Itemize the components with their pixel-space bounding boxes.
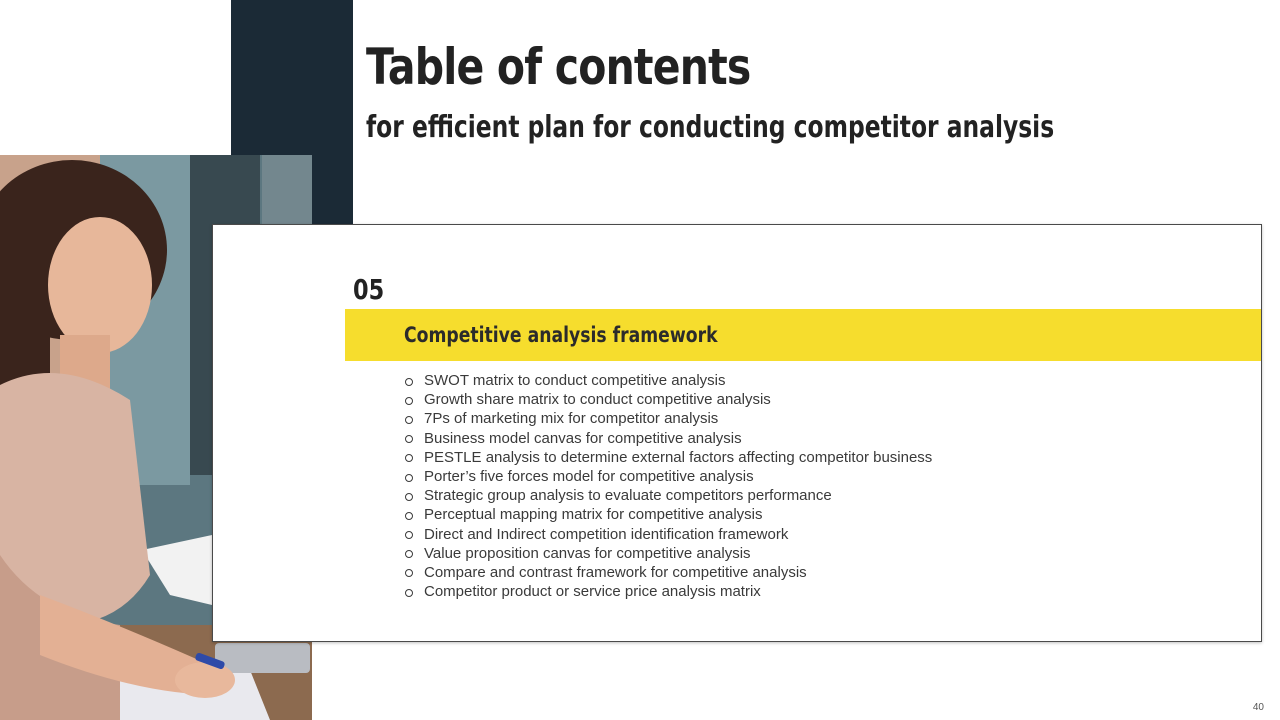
list-item-label: SWOT matrix to conduct competitive analysis (424, 372, 726, 390)
list-item (405, 429, 932, 448)
list-item (405, 371, 932, 390)
list-item-label: Porter’s five forces model for competitive analysis (424, 468, 754, 486)
section-number: 05 (353, 273, 385, 306)
list-item-label: Value proposition canvas for competitive analysis (424, 544, 751, 562)
circle-bullet-icon (405, 550, 413, 558)
section-header-bar (345, 309, 1261, 361)
page-subtitle: for efficient plan for conducting competitor analysis (366, 110, 1055, 145)
toc-card (212, 224, 1262, 642)
list-item-label: Growth share matrix to conduct competitive analysis (424, 391, 771, 409)
list-item (405, 448, 932, 467)
circle-bullet-icon (405, 435, 413, 443)
circle-bullet-icon (405, 493, 413, 501)
circle-bullet-icon (405, 378, 413, 386)
list-item-label: Compare and contrast framework for competitive analysis (424, 563, 807, 581)
list-item (405, 582, 932, 601)
list-item-label: Competitor product or service price analysis matrix (424, 583, 761, 601)
circle-bullet-icon (405, 589, 413, 597)
list-item-label: Business model canvas for competitive analysis (424, 429, 742, 447)
circle-bullet-icon (405, 416, 413, 424)
list-item-label: 7Ps of marketing mix for competitor analysis (424, 410, 719, 428)
list-item (405, 409, 932, 428)
list-item-label: Strategic group analysis to evaluate competitors performance (424, 487, 832, 505)
circle-bullet-icon (405, 397, 413, 405)
circle-bullet-icon (405, 531, 413, 539)
circle-bullet-icon (405, 474, 413, 482)
list-item (405, 467, 932, 486)
page-title: Table of contents (366, 38, 751, 96)
toc-list (405, 371, 932, 601)
list-item-label: Direct and Indirect competition identification framework (424, 525, 789, 543)
circle-bullet-icon (405, 569, 413, 577)
circle-bullet-icon (405, 454, 413, 462)
list-item-label: PESTLE analysis to determine external factors affecting competitor business (424, 448, 933, 466)
list-item (405, 525, 932, 544)
list-item (405, 505, 932, 524)
list-item-label: Perceptual mapping matrix for competitive analysis (424, 506, 763, 524)
section-title: Competitive analysis framework (404, 323, 718, 347)
list-item (405, 544, 932, 563)
page-number: 40 (1252, 702, 1264, 713)
list-item (405, 390, 932, 409)
list-item (405, 486, 932, 505)
list-item (405, 563, 932, 582)
circle-bullet-icon (405, 512, 413, 520)
